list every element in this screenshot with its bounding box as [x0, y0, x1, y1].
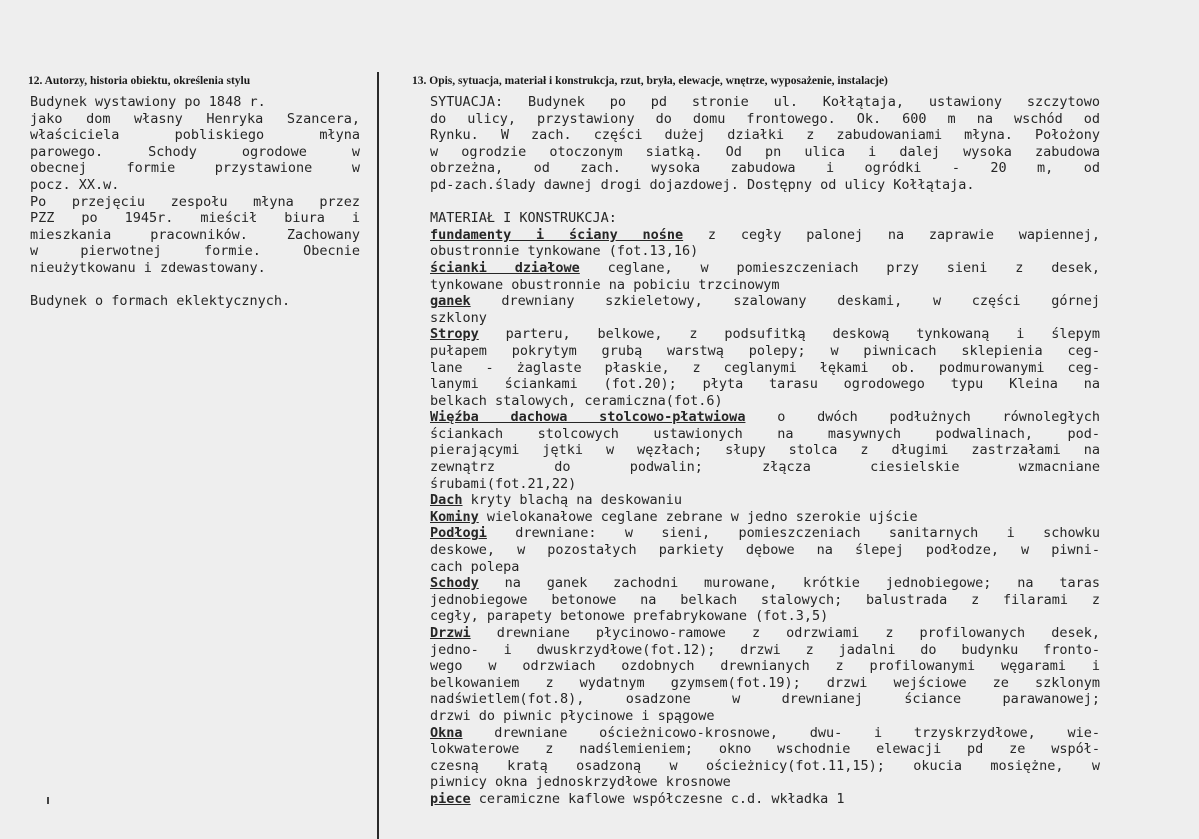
situation-line	[430, 144, 1100, 161]
text-line-content: Budynek wystawiony po 1848 r.	[30, 94, 266, 110]
text-line-content: parowego. Schody ogrodowe w	[30, 143, 360, 160]
history-text	[30, 94, 360, 310]
text-line-content: Po przejęciu zespołu młyna przez	[30, 193, 360, 210]
situation-line	[430, 94, 1100, 111]
construction-line-content: lane - żaglaste płaskie, z ceglanymi łękami ob. podmurowanymi ceg-	[430, 359, 1100, 376]
construction-line	[430, 509, 1100, 526]
situation-line-content: w ogrodzie otoczonym siatką. Od pn ulica i dalej wysoka zabudowa	[430, 143, 1100, 160]
construction-line	[430, 525, 1100, 542]
construction-element-label: Kominy	[430, 508, 479, 525]
situation-line	[430, 127, 1100, 144]
construction-line-content: tynkowane obustronnie na pobiciu trzcinowym	[430, 276, 780, 293]
construction-line-content: z cegły palonej na zaprawie wapiennej,	[683, 226, 1100, 243]
construction-line-content: belkowaniem z wydatnym gzymsem(fot.19); drzwi wejściowe ze szklonym	[430, 674, 1100, 691]
construction-line-content: drewniane ościeżnicowo-krosnowe, dwu- i trzyskrzydłowe, wie-	[462, 724, 1100, 741]
construction-element-label: Stropy	[430, 326, 479, 343]
construction-element-label: ganek	[430, 293, 471, 310]
construction-line-content: ściankach stolcowych ustawionych na masywnych podwalinach, pod-	[430, 425, 1100, 442]
construction-line-content: szklony	[430, 309, 487, 326]
column-divider	[377, 72, 379, 839]
construction-line	[430, 725, 1100, 742]
construction-line-content: jedno- i dwuskrzydłowe(fot.12); drzwi z jadalni do budynku fronto-	[430, 641, 1100, 658]
construction-line	[430, 559, 1100, 576]
text-line-content: PZZ po 1945r. mieścił biura i	[30, 210, 360, 227]
section-12-header: 12. Autorzy, historia obiektu, określenia stylu	[28, 75, 251, 87]
construction-line-content: jednobiegowe betonowe na belkach stalowych; balustrada z filarami z	[430, 591, 1100, 608]
construction-line	[430, 658, 1100, 675]
construction-element-label: Więźba dachowa stolcowo-płatwiowa	[430, 409, 746, 426]
situation-line-content: Rynku. W zach. części dużej działki z zabudowaniami młyna. Położony	[430, 127, 1100, 144]
material-heading-text: MATERIAŁ I KONSTRUKCJA:	[430, 210, 617, 227]
construction-line-content: drewniane: w sieni, pomieszczeniach sanitarnych i schowku	[486, 525, 1100, 542]
text-line	[30, 293, 360, 310]
text-line	[30, 210, 360, 227]
situation-line-content: pd-zach.ślady dawnej drogi dojazdowej. Dostępny od ulicy Kołłątaja.	[430, 176, 975, 193]
construction-element-label: Drzwi	[430, 625, 471, 641]
construction-line	[430, 542, 1100, 559]
text-line-content: Budynek o formach eklektycznych.	[30, 293, 291, 310]
construction-line	[430, 310, 1100, 327]
situation-line-content: do ulicy, przystawiony do domu frontowego. Ok. 600 m na wschód od	[430, 110, 1100, 127]
text-line	[30, 160, 360, 177]
construction-line	[430, 476, 1100, 493]
construction-line	[430, 376, 1100, 393]
description-text	[430, 94, 1100, 808]
construction-line	[430, 592, 1100, 609]
construction-line-content: wego w odrzwiach ozdobnych drewnianych z profilowanymi węgarami i	[430, 658, 1100, 675]
section-13-header: 13. Opis, sytuacja, materiał i konstrukcja, rzut, bryła, elewacje, wnętrze, wyposażenie, instalacje)	[412, 75, 888, 87]
construction-line-content: cegły, parapety betonowe prefabrykowane (fot.3,5)	[430, 608, 829, 625]
construction-line	[430, 360, 1100, 377]
construction-line	[430, 277, 1100, 294]
construction-line	[430, 691, 1100, 708]
construction-line	[430, 708, 1100, 725]
construction-element-label: Okna	[430, 724, 463, 741]
text-line	[30, 111, 360, 128]
construction-line-content: pułapem pokrytym grubą warstwą polepy; w piwnicach sklepienia ceg-	[430, 342, 1100, 359]
text-line-content: pocz. XX.w.	[30, 176, 120, 193]
construction-line-content: deskowe, w pozostałych parkiety dębowe na ślepej podłodze, w piwni-	[430, 542, 1100, 559]
construction-line	[430, 442, 1100, 459]
construction-line-content: piwnicy okna jednoskrzydłowe krosnowe	[430, 774, 731, 791]
construction-element-label: Dach	[430, 492, 463, 509]
construction-line	[430, 625, 1100, 642]
text-line	[30, 243, 360, 260]
construction-line-content: śrubami(fot.21,22)	[430, 475, 577, 492]
construction-line	[430, 293, 1100, 310]
construction-line-content: zewnątrz do podwalin; złącza ciesielskie wzmacniane	[430, 459, 1100, 476]
material-heading	[430, 210, 1100, 227]
construction-line-content: obustronnie tynkowane (fot.13,16)	[430, 243, 699, 260]
text-line-content: jako dom własny Henryka Szancera,	[30, 110, 360, 127]
construction-line-content: na ganek zachodni murowane, krótkie jednobiegowe; na taras	[478, 575, 1100, 592]
construction-line-content: ceramiczne kaflowe współczesne c.d. wkładka 1	[470, 790, 845, 807]
construction-element-label: Schody	[430, 575, 479, 592]
text-line-content: mieszkania pracowników. Zachowany	[30, 226, 360, 243]
text-line-content: w pierwotnej formie. Obecnie	[30, 243, 360, 260]
text-line	[30, 127, 360, 144]
construction-line-content: cach polepa	[430, 558, 520, 575]
construction-line	[430, 343, 1100, 360]
construction-line-content: czesną kratą osadzoną w ościeżnicy(fot.11,15); okucia mosiężne, w	[430, 757, 1100, 774]
construction-line-content: drzwi do piwnic płycinowe i spągowe	[430, 707, 715, 724]
text-line	[30, 194, 360, 211]
construction-line	[430, 642, 1100, 659]
construction-line	[430, 575, 1100, 592]
construction-element-label: piece	[430, 790, 471, 807]
construction-line	[430, 459, 1100, 476]
construction-line-content: drewniane płycinowo-ramowe z odrzwiami z profilowanych desek,	[470, 625, 1100, 641]
construction-line	[430, 608, 1100, 625]
text-line	[30, 94, 360, 111]
text-line	[30, 260, 360, 277]
situation-line	[430, 177, 1100, 194]
construction-line-content: belkach stalowych, ceramiczna(fot.6)	[430, 392, 723, 409]
construction-line	[430, 791, 1100, 808]
construction-line	[430, 260, 1100, 277]
situation-line	[430, 160, 1100, 177]
construction-line	[430, 741, 1100, 758]
construction-element-label: fundamenty i ściany nośne	[430, 226, 684, 243]
situation-line	[430, 111, 1100, 128]
construction-line-content: lanymi ściankami (fot.20); płyta tarasu ogrodowego typu Kleina na	[430, 376, 1100, 393]
construction-line-content: wielokanałowe ceglane zebrane w jedno szerokie ujście	[478, 508, 918, 525]
text-line-content: nieużytkowanu i zdewastowany.	[30, 259, 266, 276]
construction-line-content: kryty blachą na deskowaniu	[462, 492, 682, 509]
construction-element-label: ścianki działowe	[430, 259, 580, 276]
construction-line	[430, 227, 1100, 244]
construction-line	[430, 426, 1100, 443]
text-line	[30, 227, 360, 244]
ink-mark	[47, 797, 49, 804]
construction-line	[430, 758, 1100, 775]
construction-line	[430, 675, 1100, 692]
construction-line	[430, 243, 1100, 260]
paragraph-gap	[430, 194, 1100, 211]
construction-line	[430, 492, 1100, 509]
construction-element-label: Podłogi	[430, 525, 487, 542]
situation-line-content: SYTUACJA: Budynek po pd stronie ul. Kołłątaja, ustawiony szczytowo	[430, 94, 1100, 110]
construction-line-content: pierającymi jętki w węzłach; słupy stolca z długimi zastrzałami na	[430, 442, 1100, 459]
construction-line-content: nadświetlem(fot.8), osadzone w drewnianej ściance parawanowej;	[430, 691, 1100, 708]
text-line-content: obecnej formie przystawione w	[30, 160, 360, 177]
paragraph-gap	[30, 277, 360, 294]
construction-line	[430, 409, 1100, 426]
construction-line	[430, 393, 1100, 410]
text-line-content: właściciela pobliskiego młyna	[30, 127, 360, 144]
construction-line-content: drewniany szkieletowy, szalowany deskami, w części górnej	[470, 293, 1100, 310]
text-line	[30, 177, 360, 194]
situation-line-content: obrzeżna, od zach. wysoka zabudowa i ogródki - 20 m, od	[430, 160, 1100, 177]
construction-line	[430, 774, 1100, 791]
construction-line	[430, 326, 1100, 343]
construction-line-content: parteru, belkowe, z podsufitką deskową tynkowaną i ślepym	[478, 326, 1100, 343]
construction-line-content: ceglane, w pomieszczeniach przy sieni z desek,	[579, 259, 1100, 276]
construction-line-content: o dwóch podłużnych równoległych	[745, 409, 1100, 426]
construction-line-content: lokwaterowe z nadślemieniem; okno wschodnie elewacji pd ze współ-	[430, 741, 1100, 758]
text-line	[30, 144, 360, 161]
